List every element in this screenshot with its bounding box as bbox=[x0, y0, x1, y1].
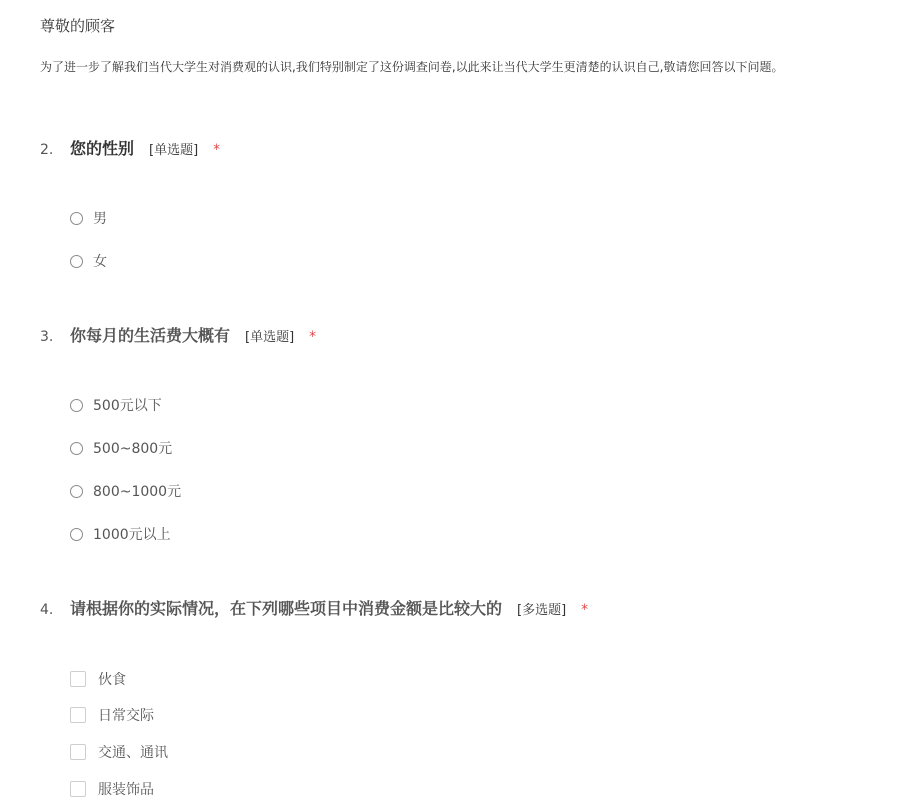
question-4-header bbox=[40, 596, 588, 619]
option-label: 日常交际 bbox=[98, 708, 154, 724]
checkbox-option-transport[interactable] bbox=[70, 742, 168, 762]
option-label: 交通、通讯 bbox=[98, 745, 168, 761]
question-type: [多选题] bbox=[517, 603, 567, 618]
checkbox-option-food[interactable] bbox=[70, 669, 126, 689]
question-title: 您的性别 bbox=[70, 139, 135, 158]
question-3-header bbox=[40, 323, 316, 346]
option-label: 800~1000元 bbox=[93, 484, 182, 500]
option-label: 女 bbox=[93, 254, 107, 270]
survey-greeting: 尊敬的顾客 bbox=[40, 17, 116, 35]
radio-option-800-1000[interactable] bbox=[70, 481, 181, 501]
required-mark: * bbox=[213, 142, 221, 158]
option-label: 服装饰品 bbox=[98, 782, 154, 798]
question-type: [单选题] bbox=[149, 143, 199, 158]
option-label: 伙食 bbox=[98, 672, 126, 688]
radio-option-under-500[interactable] bbox=[70, 395, 162, 415]
checkbox-option-social[interactable] bbox=[70, 705, 154, 725]
checkbox[interactable] bbox=[70, 781, 86, 797]
checkbox[interactable] bbox=[70, 671, 86, 687]
question-number: 3. bbox=[40, 329, 54, 345]
checkbox-option-clothing[interactable] bbox=[70, 779, 154, 799]
radio-button[interactable] bbox=[70, 255, 83, 268]
option-label: 男 bbox=[93, 211, 107, 227]
option-label: 1000元以上 bbox=[93, 527, 171, 543]
question-2-header bbox=[40, 136, 220, 159]
radio-option-female[interactable] bbox=[70, 251, 107, 271]
option-label: 500元以下 bbox=[93, 398, 162, 414]
radio-option-male[interactable] bbox=[70, 208, 107, 228]
option-label: 500~800元 bbox=[93, 441, 173, 457]
radio-button[interactable] bbox=[70, 528, 83, 541]
radio-button[interactable] bbox=[70, 399, 83, 412]
radio-option-500-800[interactable] bbox=[70, 438, 172, 458]
required-mark: * bbox=[581, 602, 589, 618]
question-type: [单选题] bbox=[245, 330, 295, 345]
question-number: 4. bbox=[40, 602, 54, 618]
question-title: 你每月的生活费大概有 bbox=[70, 326, 231, 345]
radio-button[interactable] bbox=[70, 212, 83, 225]
survey-intro: 为了进一步了解我们当代大学生对消费观的认识,我们特别制定了这份调查问卷,以此来让当代大学生更清楚的认识自己,敬请您回答以下问题。 bbox=[40, 60, 784, 74]
question-number: 2. bbox=[40, 142, 54, 158]
radio-button[interactable] bbox=[70, 442, 83, 455]
radio-option-over-1000[interactable] bbox=[70, 524, 171, 544]
radio-button[interactable] bbox=[70, 485, 83, 498]
checkbox[interactable] bbox=[70, 707, 86, 723]
required-mark: * bbox=[309, 329, 317, 345]
checkbox[interactable] bbox=[70, 744, 86, 760]
question-title: 请根据你的实际情况，在下列哪些项目中消费金额是比较大的 bbox=[70, 599, 503, 618]
